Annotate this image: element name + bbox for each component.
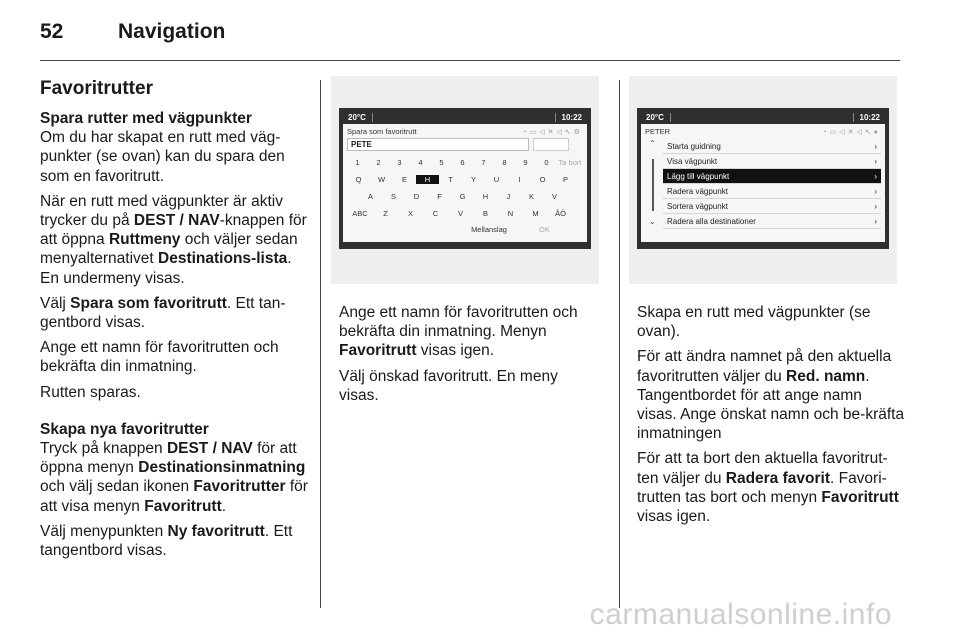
column-1 [40, 78, 312, 566]
key[interactable]: X [407, 209, 413, 218]
paragraph: Välj menypunkten Ny favoritrutt. Ett tangentbord visas. [40, 522, 293, 560]
menu-item[interactable] [663, 184, 881, 199]
clock: 10:22 [859, 113, 880, 122]
infotainment-screen [339, 108, 591, 249]
menu-item[interactable] [663, 139, 881, 154]
page-header [40, 20, 225, 44]
scroll-down-icon[interactable]: ⌄ [649, 217, 656, 226]
key[interactable]: ÅÖ [555, 209, 566, 218]
key[interactable]: V [551, 192, 557, 201]
column-divider [619, 80, 620, 608]
key[interactable]: O [539, 175, 546, 184]
screen-title: Spara som favoritrutt [347, 127, 417, 136]
paragraph: Ange ett namn för favoritrutten och bekräfta din inmatning. [40, 339, 279, 376]
status-icons: ◔▭◁✕◁↖● [822, 128, 881, 136]
status-icons: ◔▭◁✕◁↖⚙ [522, 128, 583, 136]
key[interactable]: M [532, 209, 539, 218]
paragraph: Välj Spara som favoritrutt. Ett tan-gentbord visas. [40, 294, 286, 332]
key[interactable]: A [367, 192, 373, 201]
column-divider [320, 80, 321, 608]
page-number: 52 [40, 20, 64, 43]
digit-row [347, 154, 583, 171]
paragraph: För att ändra namnet på den aktuella favoritrutten väljer du Red. namn. Tangentbordet för att ange namn visas. Ange önskat namn och be-kräfta inmatningen [637, 348, 905, 443]
key[interactable]: J [506, 192, 511, 201]
column-2 [339, 303, 601, 411]
status-bar [343, 111, 587, 124]
paragraph: Välj önskad favoritrutt. En meny visas. [339, 367, 558, 404]
key[interactable]: G [459, 192, 466, 201]
scroll-up-icon[interactable]: ⌃ [649, 139, 656, 148]
chevron-right-icon: › [874, 216, 877, 226]
key[interactable]: 5 [439, 158, 444, 167]
ok-key[interactable]: OK [539, 224, 550, 234]
key[interactable]: 4 [418, 158, 423, 167]
column-3 [637, 303, 905, 532]
section-title: Navigation [118, 20, 226, 43]
paragraph: När en rutt med vägpunkter är aktiv trycker du på DEST / NAV-knappen för att öppna Ruttmeny och väljer sedan menyalternativet Destinations-lista. En undermeny visas. [40, 192, 307, 287]
key[interactable]: B [482, 209, 488, 218]
menu-item[interactable] [663, 214, 881, 229]
key[interactable]: E [401, 175, 407, 184]
key[interactable]: P [562, 175, 568, 184]
infotainment-screen [637, 108, 889, 249]
key[interactable]: Z [383, 209, 388, 218]
menu-item-label: Starta guidning [667, 141, 721, 151]
key[interactable]: K [528, 192, 534, 201]
clock: 10:22 [561, 113, 582, 122]
key[interactable]: T [448, 175, 453, 184]
key[interactable]: V [457, 209, 463, 218]
key[interactable]: 9 [523, 158, 528, 167]
abc-key[interactable]: ABC [352, 209, 368, 218]
key[interactable]: N [507, 209, 514, 218]
key[interactable]: Q [355, 175, 362, 184]
chevron-right-icon: › [874, 186, 877, 196]
paragraph: Ange ett namn för favoritrutten och bekräfta din inmatning. Menyn Favoritrutt visas igen. [339, 304, 578, 360]
status-bar [641, 111, 885, 124]
input-extra-box [533, 138, 569, 151]
key[interactable]: Y [470, 175, 476, 184]
menu-item-label: Sortera vägpunkt [667, 201, 728, 211]
key[interactable]: 8 [502, 158, 507, 167]
paragraph: Skapa en rutt med vägpunkter (se ovan). [637, 304, 871, 341]
key[interactable]: U [493, 175, 500, 184]
space-key[interactable]: Mellanslag [471, 224, 507, 234]
key-row-1 [347, 171, 583, 188]
menu-item[interactable] [663, 169, 881, 184]
menu-item-label: Radera alla destinationer [667, 216, 756, 226]
screenshot-keyboard [331, 76, 599, 284]
key[interactable]: 6 [460, 158, 465, 167]
chevron-right-icon: › [874, 201, 877, 211]
subheading-create-routes: Skapa nya favoritrutter [40, 420, 209, 438]
delete-key[interactable]: Ta bort [558, 158, 582, 167]
key[interactable]: 2 [376, 158, 381, 167]
temperature: 20°C [646, 113, 664, 122]
scrollbar[interactable] [645, 139, 663, 229]
menu-list [663, 139, 881, 229]
key[interactable]: 7 [481, 158, 486, 167]
key[interactable]: 1 [355, 158, 360, 167]
chevron-right-icon: › [874, 171, 877, 181]
chevron-right-icon: › [874, 141, 877, 151]
screen-title: PETER [645, 127, 671, 136]
subheading-save-routes: Spara rutter med vägpunkter [40, 110, 252, 127]
menu-item-label: Visa vägpunkt [667, 156, 718, 166]
screenshot-route-menu [629, 76, 897, 284]
key[interactable]: 3 [397, 158, 402, 167]
paragraph: För att ta bort den aktuella favoritrut-ten väljer du Radera favorit. Favori-trutten tas bort och menyn Favoritrutt visas igen. [637, 450, 899, 526]
key[interactable]: 0 [544, 158, 549, 167]
key-row-3 [347, 205, 583, 222]
key-row-2 [347, 188, 583, 205]
scroll-thumb[interactable] [652, 159, 654, 211]
menu-item[interactable] [663, 199, 881, 214]
paragraph: Tryck på knappen DEST / NAV för att öppna menyn Destinationsinmatning och välj sedan ikonen Favoritrutter för att visa menyn Favoritrutt. [40, 440, 308, 515]
key[interactable]: I [518, 175, 521, 184]
header-rule [40, 60, 900, 61]
name-input[interactable]: PETE [347, 138, 529, 151]
key[interactable]: F [437, 192, 442, 201]
key[interactable]: D [413, 192, 420, 201]
paragraph: Rutten sparas. [40, 383, 141, 401]
menu-item-label: Radera vägpunkt [667, 186, 728, 196]
key[interactable]: W [377, 175, 386, 184]
chevron-right-icon: › [874, 156, 877, 166]
menu-panel [641, 124, 885, 242]
keyboard-panel [343, 124, 587, 242]
menu-item[interactable] [663, 154, 881, 169]
key[interactable]: C [432, 209, 439, 218]
key[interactable]: H [482, 192, 489, 201]
key[interactable]: S [390, 192, 396, 201]
paragraph: Om du har skapat en rutt med väg-punkter (se ovan) kan du spara den som en favoritrutt. [40, 129, 285, 185]
menu-item-label: Lägg till vägpunkt [667, 171, 730, 181]
watermark: carmanualsonline.info [589, 598, 892, 631]
section-heading: Favoritrutter [40, 78, 153, 99]
key[interactable]: H [416, 175, 439, 184]
temperature: 20°C [348, 113, 366, 122]
